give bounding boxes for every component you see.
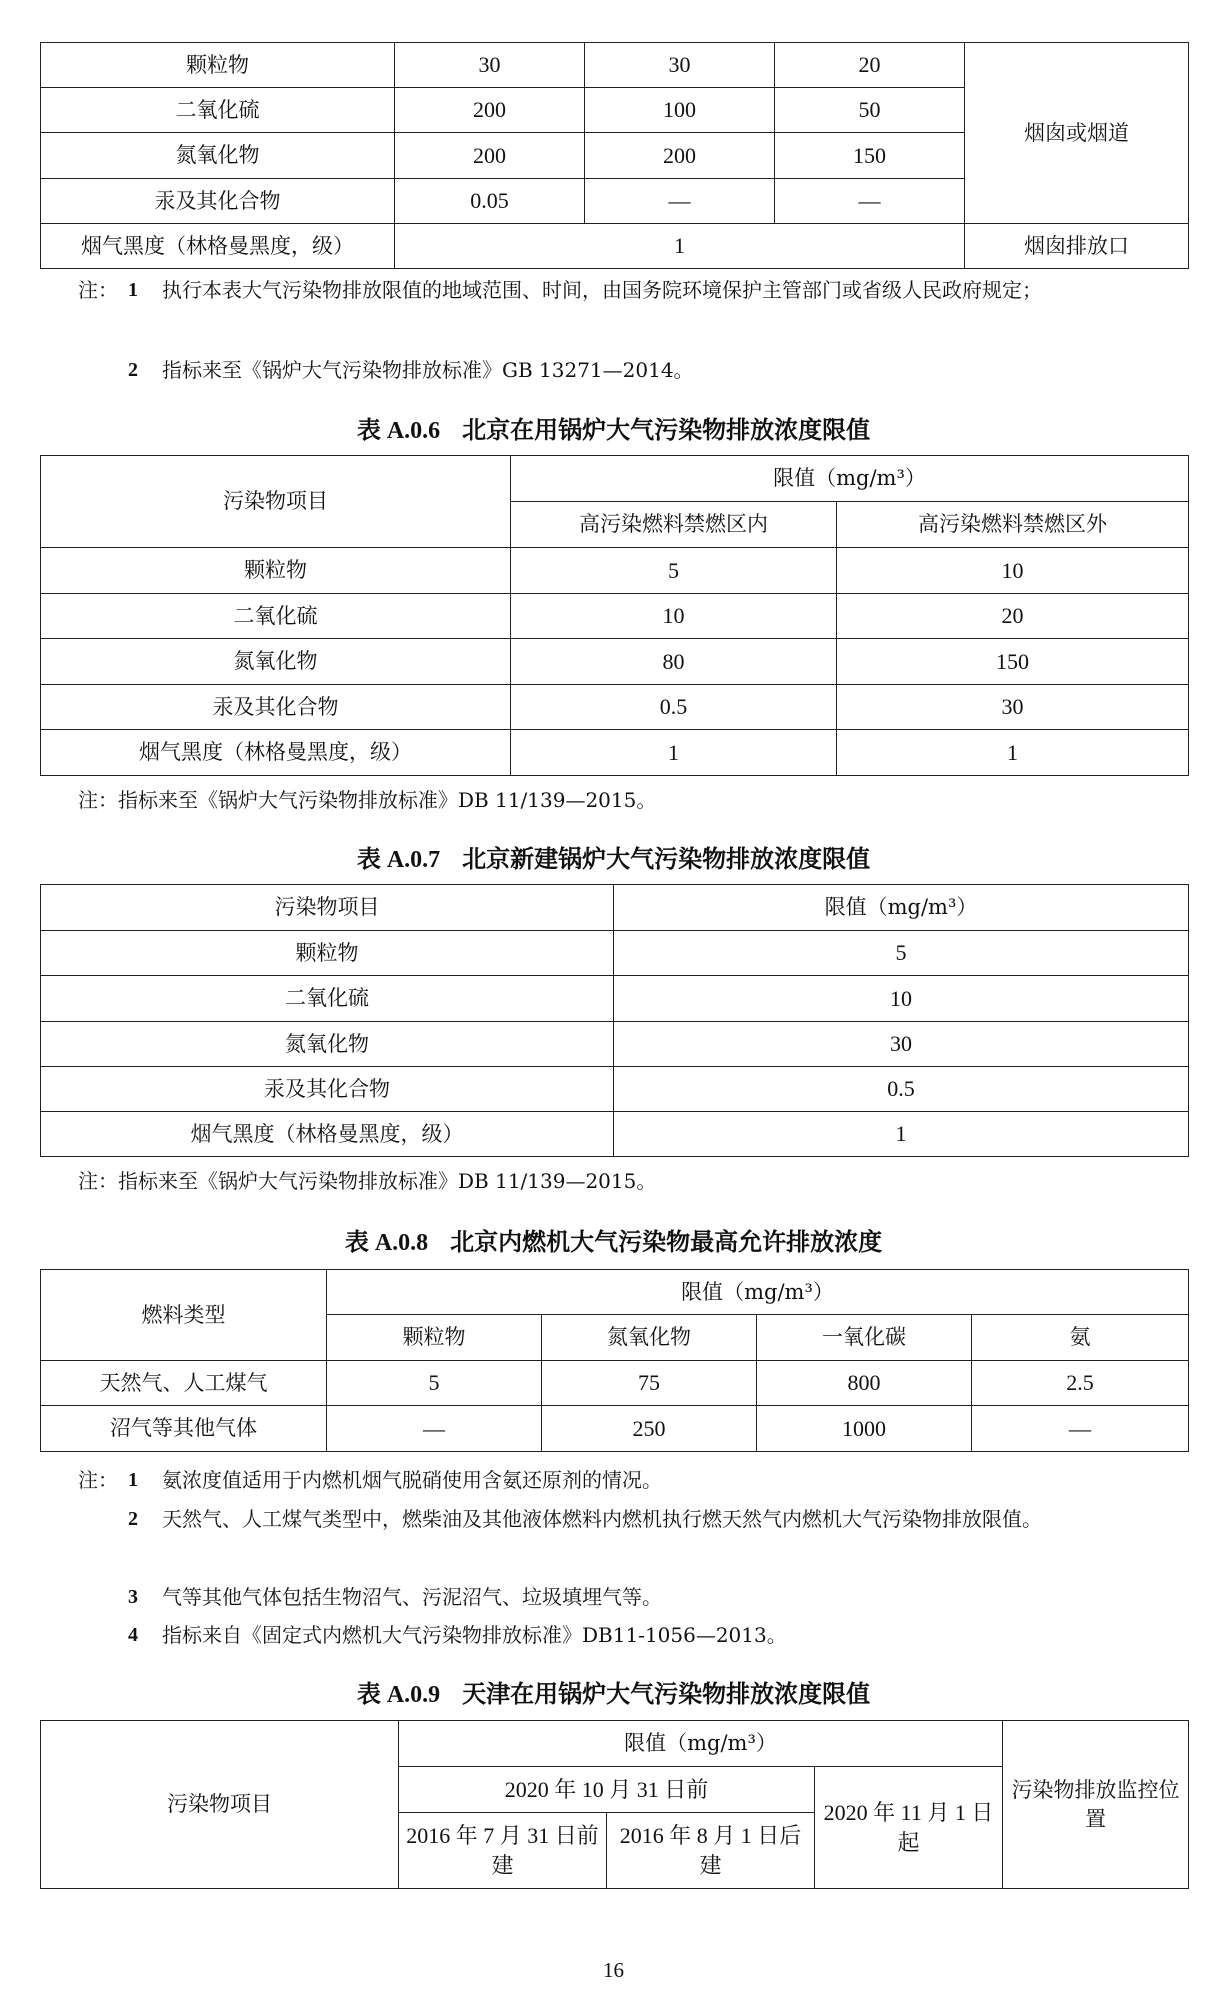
notes-a08-4 — [78, 1621, 1178, 1650]
header-old: 2016 年 7 月 31 日前建 — [399, 1813, 607, 1889]
header-item: 污染物项目 — [41, 885, 614, 931]
cell-fuel: 沼气等其他气体 — [41, 1406, 327, 1452]
cell-item: 氮氧化物 — [41, 1022, 614, 1067]
note-number: 1 — [128, 279, 138, 301]
cell-value: 5 — [511, 548, 837, 594]
table-row — [41, 548, 1189, 594]
note-a07: 注：指标来至《锅炉大气污染物排放标准》DB 11/139—2015。 — [78, 1169, 657, 1193]
header-limit: 限值（mg/m³） — [511, 456, 1189, 502]
cell-value: — — [585, 179, 775, 224]
page-number: 16 — [603, 1958, 624, 1982]
table-number: 表 A.0.8 — [344, 1230, 429, 1256]
cell-item: 二氧化硫 — [41, 88, 395, 133]
table-row — [41, 1406, 1189, 1452]
header-limit: 限值（mg/m³） — [399, 1721, 1003, 1767]
table-header-row — [41, 885, 1189, 931]
cell-location: 烟囱或烟道 — [965, 43, 1189, 224]
table-row — [41, 1112, 1189, 1157]
cell-value: — — [775, 179, 965, 224]
table-header-row — [41, 1721, 1189, 1767]
table-row — [41, 1361, 1189, 1406]
table-row — [41, 730, 1189, 776]
notes-a08-2 — [78, 1505, 1178, 1534]
cell-value: — — [972, 1406, 1189, 1452]
cell-value: 1000 — [757, 1406, 972, 1452]
table-row — [41, 1067, 1189, 1112]
table-a06-title — [0, 410, 1227, 445]
note-text: 气等其他气体包括生物沼气、污泥沼气、垃圾填埋气等。 — [162, 1585, 662, 1609]
table-row — [41, 931, 1189, 976]
header-after: 2020 年 11 月 1 日起 — [815, 1767, 1003, 1889]
cell-value: 200 — [395, 133, 585, 179]
table-number: 表 A.0.6 — [356, 418, 441, 444]
sub-header: 一氧化碳 — [757, 1315, 972, 1361]
cell-item: 二氧化硫 — [41, 594, 511, 639]
table-a09-title — [0, 1674, 1227, 1709]
cell-item: 颗粒物 — [41, 548, 511, 594]
cell-item: 氮氧化物 — [41, 639, 511, 685]
note-number: 2 — [128, 359, 138, 381]
note-number: 1 — [128, 1469, 138, 1491]
cell-value: 30 — [837, 685, 1189, 730]
header-limit: 限值（mg/m³） — [614, 885, 1189, 931]
note-text: 天然气、人工煤气类型中，燃柴油及其他液体燃料内燃机执行燃天然气内燃机大气污染物排放限值。 — [162, 1507, 1042, 1531]
note-label: 注： — [78, 278, 118, 302]
table-a08 — [40, 1269, 1189, 1452]
table-a07-title — [0, 839, 1227, 874]
cell-value: 5 — [327, 1361, 542, 1406]
sub-header: 氮氧化物 — [542, 1315, 757, 1361]
cell-value: 10 — [837, 548, 1189, 594]
cell-item: 烟气黑度（林格曼黑度，级） — [41, 224, 395, 269]
cell-value: 30 — [614, 1022, 1189, 1067]
cell-fuel: 天然气、人工煤气 — [41, 1361, 327, 1406]
cell-value: 5 — [614, 931, 1189, 976]
sub-header: 氨 — [972, 1315, 1189, 1361]
notes-a05 — [78, 276, 1178, 305]
note-number: 4 — [128, 1624, 138, 1646]
cell-value: 20 — [775, 43, 965, 88]
sub-header: 颗粒物 — [327, 1315, 542, 1361]
cell-location: 烟囱排放口 — [965, 224, 1189, 269]
cell-value: 50 — [775, 88, 965, 133]
table-row — [41, 43, 1189, 88]
table-number: 表 A.0.9 — [356, 1682, 441, 1708]
notes-a08-1 — [78, 1466, 1178, 1495]
header-item: 污染物项目 — [41, 456, 511, 548]
cell-value: 1 — [837, 730, 1189, 776]
note-label: 注： — [78, 1468, 118, 1492]
notes-a08-3 — [78, 1583, 1178, 1612]
header-before: 2020 年 10 月 31 日前 — [399, 1767, 815, 1813]
cell-value: 20 — [837, 594, 1189, 639]
table-row — [41, 639, 1189, 685]
header-limit: 限值（mg/m³） — [327, 1270, 1189, 1315]
note-text: 氨浓度值适用于内燃机烟气脱硝使用含氨还原剂的情况。 — [162, 1468, 662, 1492]
header-item: 污染物项目 — [41, 1721, 399, 1889]
cell-value: 30 — [395, 43, 585, 88]
cell-value: 200 — [585, 133, 775, 179]
note-text: 指标来自《固定式内燃机大气污染物排放标准》DB11-1056—2013。 — [162, 1623, 787, 1647]
cell-value: 10 — [511, 594, 837, 639]
table-title-text: 北京在用锅炉大气污染物排放浓度限值 — [462, 415, 871, 444]
table-header-row — [41, 456, 1189, 502]
cell-value: 250 — [542, 1406, 757, 1452]
cell-value: 0.05 — [395, 179, 585, 224]
notes-a05-2 — [78, 356, 1178, 385]
table-row — [41, 1022, 1189, 1067]
cell-item: 烟气黑度（林格曼黑度，级） — [41, 730, 511, 776]
cell-value: 75 — [542, 1361, 757, 1406]
sub-header: 高污染燃料禁燃区外 — [837, 502, 1189, 548]
table-row — [41, 224, 1189, 269]
note-text: 执行本表大气污染物排放限值的地域范围、时间，由国务院环境保护主管部门或省级人民政府规定； — [162, 278, 1042, 302]
cell-item: 汞及其化合物 — [41, 685, 511, 730]
header-fuel: 燃料类型 — [41, 1270, 327, 1361]
cell-value: 150 — [775, 133, 965, 179]
table-number: 表 A.0.7 — [356, 847, 441, 873]
table-header-row — [41, 1270, 1189, 1315]
cell-value: 150 — [837, 639, 1189, 685]
cell-item: 二氧化硫 — [41, 976, 614, 1022]
cell-value: 0.5 — [511, 685, 837, 730]
table-row — [41, 976, 1189, 1022]
cell-item: 氮氧化物 — [41, 133, 395, 179]
table-title-text: 天津在用锅炉大气污染物排放浓度限值 — [462, 1679, 871, 1708]
cell-value: 1 — [511, 730, 837, 776]
note-number: 3 — [128, 1586, 138, 1608]
cell-value: 30 — [585, 43, 775, 88]
note-number: 2 — [128, 1508, 138, 1530]
cell-value: 0.5 — [614, 1067, 1189, 1112]
cell-item: 烟气黑度（林格曼黑度，级） — [41, 1112, 614, 1157]
table-a07 — [40, 884, 1189, 1157]
cell-value: 100 — [585, 88, 775, 133]
cell-value: 1 — [614, 1112, 1189, 1157]
table-row — [41, 594, 1189, 639]
table-a06 — [40, 455, 1189, 776]
cell-item: 颗粒物 — [41, 931, 614, 976]
cell-item: 汞及其化合物 — [41, 179, 395, 224]
note-a06: 注：指标来至《锅炉大气污染物排放标准》DB 11/139—2015。 — [78, 788, 657, 812]
table-row — [41, 685, 1189, 730]
note-text: 指标来至《锅炉大气污染物排放标准》GB 13271—2014。 — [162, 358, 694, 382]
header-location: 污染物排放监控位置 — [1003, 1721, 1189, 1889]
cell-value: 800 — [757, 1361, 972, 1406]
cell-item: 汞及其化合物 — [41, 1067, 614, 1112]
sub-header: 高污染燃料禁燃区内 — [511, 502, 837, 548]
table-a09 — [40, 1720, 1189, 1889]
cell-value: 80 — [511, 639, 837, 685]
table-title-text: 北京内燃机大气污染物最高允许排放浓度 — [450, 1227, 883, 1256]
cell-value: 1 — [395, 224, 965, 269]
cell-value: — — [327, 1406, 542, 1452]
table-a05 — [40, 42, 1189, 269]
table-a08-title — [0, 1222, 1227, 1257]
table-title-text: 北京新建锅炉大气污染物排放浓度限值 — [462, 844, 871, 873]
header-new: 2016 年 8 月 1 日后建 — [607, 1813, 815, 1889]
cell-value: 2.5 — [972, 1361, 1189, 1406]
cell-value: 10 — [614, 976, 1189, 1022]
cell-item: 颗粒物 — [41, 43, 395, 88]
cell-value: 200 — [395, 88, 585, 133]
